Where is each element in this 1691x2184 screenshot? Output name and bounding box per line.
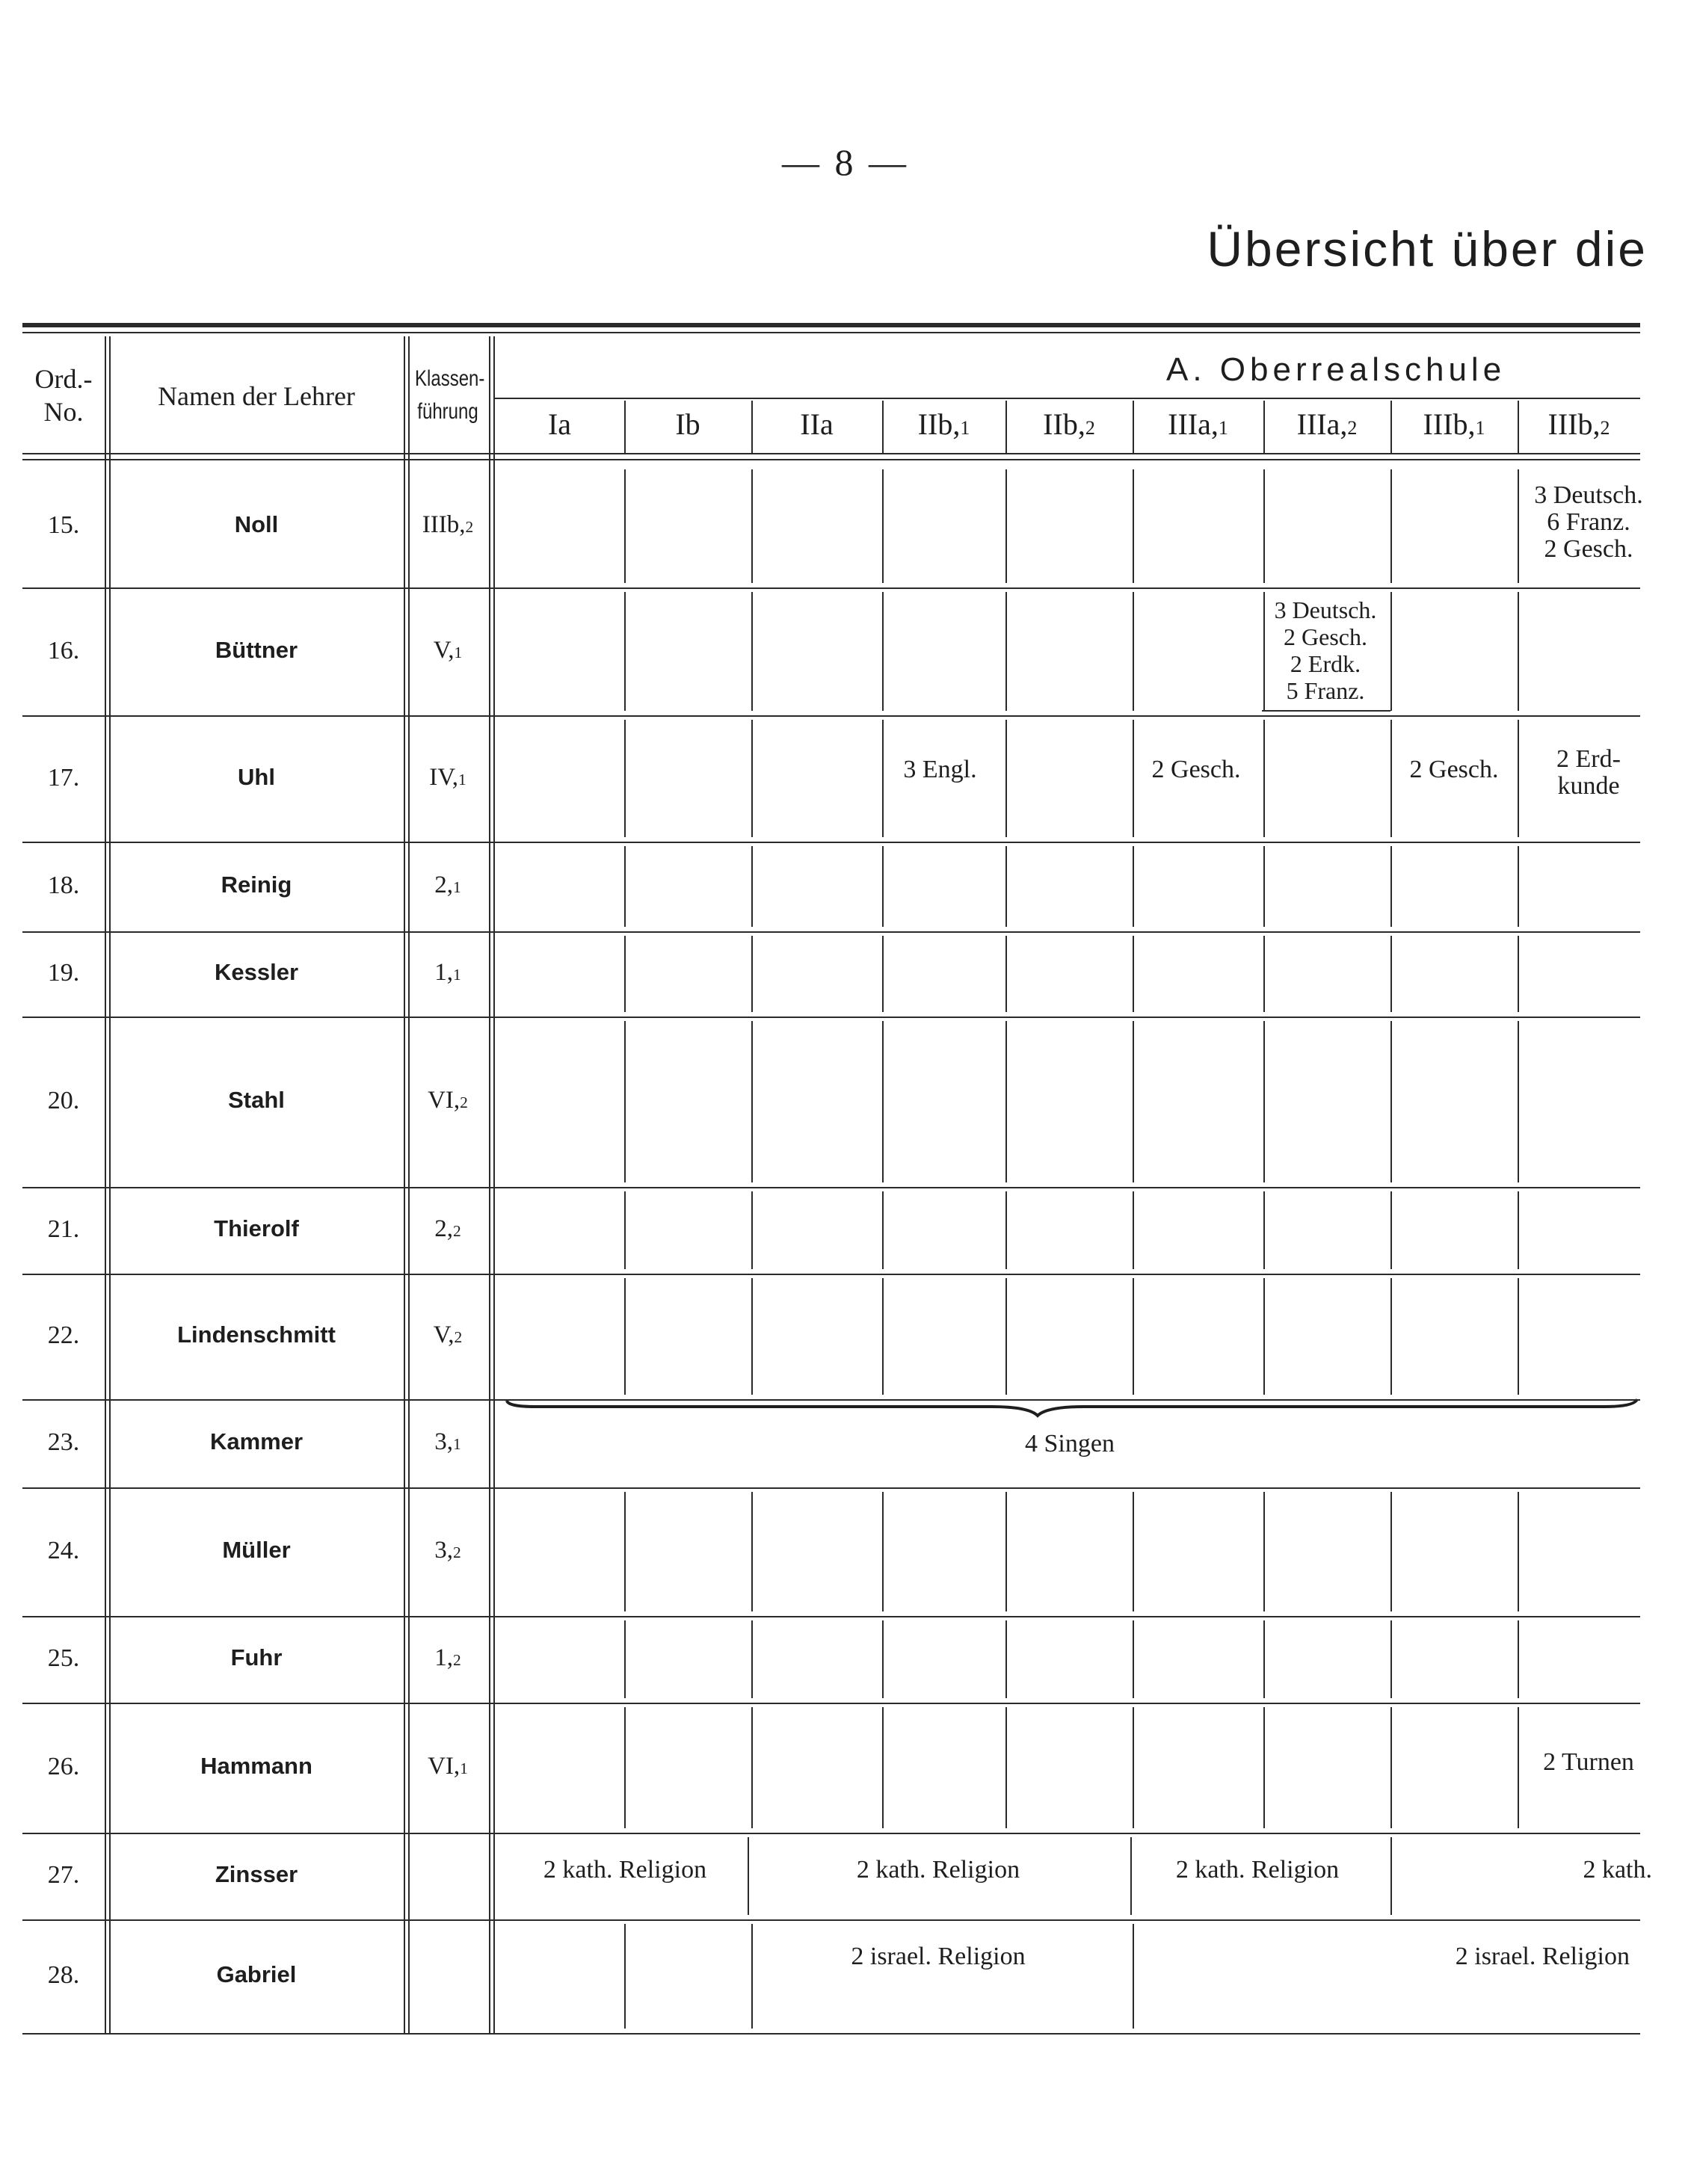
col-rule-ordno: [105, 336, 106, 2033]
class-header: [1518, 407, 1640, 443]
cell-rule: [751, 720, 753, 837]
class-col-rule-header: [751, 401, 753, 453]
class-header: [882, 407, 1005, 443]
row-separator: [22, 1187, 1640, 1188]
teacher-name: Zinsser: [215, 1861, 298, 1887]
teacher-name: Kessler: [214, 959, 299, 985]
class-header: [1390, 407, 1518, 443]
klasse-label: VI,: [428, 1087, 461, 1114]
cell-rule: [1518, 936, 1519, 1012]
cell-rule: [1518, 1620, 1519, 1698]
cell-rule: [1133, 936, 1134, 1012]
row-number: 28.: [47, 1961, 80, 1989]
cell-rule: [882, 1707, 884, 1828]
cell-rule: [1263, 1620, 1265, 1698]
cell-rule: [624, 1191, 626, 1269]
teacher-name: Gabriel: [216, 1961, 297, 1987]
class-col-rule-header: [1518, 401, 1519, 453]
cell-rule: [1133, 846, 1134, 927]
cell-gabriel-2: 2 israel. Religion: [1455, 1943, 1630, 1970]
cell-rule: [624, 720, 626, 837]
cell-zinsser-1: 2 kath. Religion: [543, 1856, 707, 1884]
klasse-label: 2,: [434, 872, 454, 898]
class-col-rule-header: [1263, 401, 1265, 453]
class-col-rule-header: [1390, 401, 1392, 453]
teacher-name: Kammer: [209, 1428, 304, 1455]
class-header-sub: 1: [1218, 417, 1228, 439]
class-header: [624, 407, 751, 441]
class-header-label: IIIa,: [1296, 407, 1348, 441]
class-col-rule-header: [1133, 401, 1134, 453]
class-header-sub: 2: [1085, 417, 1095, 439]
cell-rule: [1133, 1492, 1134, 1611]
class-header: [1005, 407, 1133, 443]
klasse-label: 3,: [434, 1428, 454, 1455]
cell-rule: [1005, 1707, 1007, 1828]
klasse-sub: 1: [458, 770, 466, 789]
cell-rule: [882, 469, 884, 583]
box-rule: [1518, 471, 1519, 583]
teacher-name: Stahl: [228, 1087, 285, 1113]
klassenfuehrung-value: [404, 511, 492, 539]
row-separator: [22, 1274, 1640, 1275]
cell-rule: [1390, 1191, 1392, 1269]
cell-rule: [1005, 1021, 1007, 1182]
col-rule-klasse: [489, 336, 490, 2033]
row-number: 19.: [47, 959, 80, 987]
cell-rule: [624, 1021, 626, 1182]
klasse-sub: 2: [453, 1651, 461, 1669]
klassenfuehrung-value: [404, 1537, 492, 1564]
cell-rule: [882, 720, 884, 837]
cell-rule: [882, 1492, 884, 1611]
cell-rule: [1005, 936, 1007, 1012]
cell-rule: [1263, 592, 1265, 711]
cell-rule: [624, 469, 626, 583]
cell-rule: [1518, 1707, 1519, 1828]
col-rule-name: [404, 336, 405, 2033]
teacher-name: Müller: [222, 1537, 291, 1563]
cell-rule: [1518, 1278, 1519, 1395]
cell-uhl-IIIb2: 2 Erd- kunde: [1556, 745, 1621, 800]
box-rule: [1262, 710, 1390, 712]
class-header-label: IIb,: [1043, 407, 1085, 441]
row-separator: [22, 842, 1640, 843]
cell-rule: [1263, 1278, 1265, 1395]
top-rule-thick: [22, 323, 1640, 327]
klassenfuehrung-value: [404, 1215, 492, 1243]
cell-rule: [1518, 720, 1519, 837]
cell-zinsser-3: 2 kath. Religion: [1175, 1856, 1340, 1884]
header-bottom-rule: [22, 453, 1640, 454]
cell-rule: [1263, 846, 1265, 927]
cell-rule: [751, 1492, 753, 1611]
cell-rule: [624, 1278, 626, 1395]
class-header-label: IIIa,: [1168, 407, 1219, 441]
cell-hammann-IIIb2: 2 Turnen: [1543, 1748, 1634, 1776]
cell-rule: [1263, 1021, 1265, 1182]
cell-rule: [751, 1021, 753, 1182]
klasse-label: IV,: [429, 763, 459, 791]
teacher-name: Noll: [234, 511, 279, 537]
class-header-label: Ia: [547, 407, 572, 441]
class-col-rule-header: [1005, 401, 1007, 453]
cell-rule: [1133, 1924, 1134, 2029]
cell-rule: [1133, 1707, 1134, 1828]
cell-rule: [751, 1620, 753, 1698]
klassenfuehrung-value: [404, 872, 492, 899]
class-header-label: IIIb,: [1423, 407, 1476, 441]
cell-rule: [748, 1837, 749, 1915]
cell-rule: [624, 1492, 626, 1611]
klassenfuehrung-value: [404, 1644, 492, 1672]
header-school-underline: [495, 398, 1640, 399]
klasse-label: 2,: [434, 1215, 454, 1242]
cell-rule: [1518, 1021, 1519, 1182]
cell-rule: [882, 846, 884, 927]
cell-rule: [624, 846, 626, 927]
class-header: [751, 407, 882, 441]
cell-rule: [1390, 592, 1392, 711]
page-number: — 8 —: [782, 141, 909, 183]
cell-rule: [751, 1707, 753, 1828]
cell-rule: [1133, 469, 1134, 583]
class-header: [1263, 407, 1390, 443]
cell-rule: [1390, 1707, 1392, 1828]
row-separator: [22, 715, 1640, 717]
cell-rule: [1005, 592, 1007, 711]
header-bottom-rule-2: [22, 459, 1640, 460]
klasse-sub: 1: [460, 1759, 468, 1777]
row-separator: [22, 1017, 1640, 1018]
row-number: 21.: [47, 1215, 80, 1243]
cell-rule: [882, 1278, 884, 1395]
klasse-label: 3,: [434, 1537, 454, 1564]
cell-uhl-IIIa1: 2 Gesch.: [1151, 756, 1241, 783]
cell-rule: [1005, 1278, 1007, 1395]
cell-uhl-IIIb1: 2 Gesch.: [1409, 756, 1499, 783]
class-header-label: Ib: [675, 407, 700, 441]
cell-uhl-IIb1: 3 Engl.: [903, 756, 977, 783]
cell-rule: [624, 1707, 626, 1828]
row-separator: [22, 1487, 1640, 1489]
cell-rule: [1133, 1191, 1134, 1269]
cell-rule: [1005, 469, 1007, 583]
header-namen: Namen der Lehrer: [158, 381, 355, 411]
class-header-sub: 2: [1347, 417, 1358, 439]
cell-buettner-IIIa2: 3 Deutsch. 2 Gesch. 2 Erdk. 5 Franz.: [1274, 596, 1377, 704]
teacher-name: Reinig: [221, 872, 292, 898]
klassenfuehrung-value: [404, 1428, 492, 1456]
row-number: 22.: [47, 1321, 80, 1349]
cell-rule: [751, 1924, 753, 2029]
row-number: 27.: [47, 1861, 80, 1889]
teacher-name: Lindenschmitt: [177, 1321, 336, 1348]
klasse-label: V,: [433, 1321, 455, 1348]
klasse-sub: 2: [453, 1222, 461, 1240]
cell-gabriel-1: 2 israel. Religion: [851, 1943, 1026, 1970]
top-rule-thin: [22, 332, 1640, 333]
cell-rule: [1518, 1492, 1519, 1611]
cell-rule: [1005, 1191, 1007, 1269]
cell-rule: [1390, 1620, 1392, 1698]
cell-rule: [882, 1191, 884, 1269]
teacher-name: Fuhr: [230, 1644, 283, 1671]
class-header-label: IIa: [800, 407, 834, 441]
cell-rule: [1263, 469, 1265, 583]
cell-rule: [1133, 1021, 1134, 1182]
cell-zinsser-2: 2 kath. Religion: [856, 1856, 1020, 1884]
cell-rule: [1390, 1021, 1392, 1182]
cell-rule: [882, 936, 884, 1012]
cell-rule: [1005, 720, 1007, 837]
cell-rule: [1263, 720, 1265, 837]
row-number: 24.: [47, 1537, 80, 1564]
cell-noll-IIIb2: 3 Deutsch. 6 Franz. 2 Gesch.: [1534, 481, 1643, 563]
klasse-sub: 2: [454, 1328, 463, 1346]
cell-rule: [1133, 1278, 1134, 1395]
cell-rule: [1390, 1492, 1392, 1611]
header-klassenfuehrung: Klassen- führung: [415, 366, 485, 424]
klasse-label: IIIb,: [422, 511, 466, 538]
klassenfuehrung-value: [404, 1321, 492, 1349]
cell-rule: [751, 469, 753, 583]
cell-rule: [882, 1021, 884, 1182]
cell-rule: [1390, 1278, 1392, 1395]
row-number: 20.: [47, 1087, 80, 1114]
cell-rule: [751, 846, 753, 927]
teacher-name: Hammann: [200, 1753, 312, 1779]
klasse-sub: 1: [453, 966, 461, 984]
class-header: [495, 407, 624, 441]
class-col-rule-header: [882, 401, 884, 453]
cell-rule: [1263, 1492, 1265, 1611]
class-header-sub: 1: [1475, 417, 1485, 439]
row-separator: [22, 1399, 1640, 1401]
cell-rule: [1005, 846, 1007, 927]
class-header: [1133, 407, 1263, 443]
klasse-sub: 2: [460, 1093, 468, 1111]
cell-rule: [624, 1924, 626, 2029]
col-rule-klasse-2: [493, 336, 495, 2033]
cell-rule: [1005, 1492, 1007, 1611]
row-number: 16.: [47, 636, 80, 664]
cell-rule: [882, 1620, 884, 1698]
row-number: 25.: [47, 1644, 80, 1672]
cell-rule: [624, 1620, 626, 1698]
row-number: 17.: [47, 763, 80, 792]
col-rule-name-2: [408, 336, 410, 2033]
klasse-label: 1,: [434, 959, 454, 986]
cell-rule: [1133, 720, 1134, 837]
row-number: 15.: [47, 511, 80, 539]
cell-rule: [1005, 1620, 1007, 1698]
singen-brace: [505, 1396, 1640, 1426]
cell-zinsser-4: 2 kath.: [1583, 1856, 1652, 1884]
row-separator: [22, 2033, 1640, 2035]
klasse-sub: 1: [453, 878, 461, 896]
cell-rule: [1133, 592, 1134, 711]
row-separator: [22, 1833, 1640, 1834]
col-rule-ordno-2: [109, 336, 111, 2033]
header-ord-no: Ord.- No.: [34, 364, 93, 427]
class-header-sub: 2: [1600, 417, 1610, 439]
class-header-label: IIb,: [917, 407, 961, 441]
page-title: Übersicht über die: [1207, 221, 1648, 277]
cell-rule: [1518, 846, 1519, 927]
cell-rule: [1390, 469, 1392, 583]
row-number: 18.: [47, 872, 80, 899]
cell-rule: [624, 592, 626, 711]
cell-rule: [1263, 1191, 1265, 1269]
cell-rule: [1133, 1620, 1134, 1698]
klasse-sub: 1: [453, 1435, 461, 1453]
klasse-label: VI,: [428, 1753, 461, 1780]
cell-rule: [1390, 936, 1392, 1012]
klasse-sub: 2: [453, 1543, 461, 1561]
row-number: 26.: [47, 1753, 80, 1780]
klassenfuehrung-value: [404, 764, 492, 792]
cell-rule: [1518, 1191, 1519, 1269]
row-separator: [22, 587, 1640, 589]
cell-rule: [1518, 592, 1519, 711]
row-separator: [22, 1919, 1640, 1921]
header-school-title: A. Oberrealschule: [1166, 351, 1506, 388]
teacher-name: Büttner: [215, 636, 298, 663]
cell-rule: [1130, 1837, 1132, 1915]
cell-rule: [624, 936, 626, 1012]
klasse-label: V,: [433, 636, 455, 664]
class-col-rule-header: [624, 401, 626, 453]
klasse-sub: 1: [454, 643, 463, 661]
cell-rule: [1390, 720, 1392, 837]
klassenfuehrung-value: [404, 1087, 492, 1114]
teacher-name: Uhl: [238, 763, 275, 790]
klassenfuehrung-value: [404, 637, 492, 664]
class-header-label: IIIb,: [1547, 407, 1601, 441]
cell-rule: [1263, 936, 1265, 1012]
row-separator: [22, 1703, 1640, 1704]
cell-rule: [1263, 1707, 1265, 1828]
row-separator: [22, 1616, 1640, 1617]
klasse-label: 1,: [434, 1644, 454, 1671]
cell-rule: [1390, 1837, 1392, 1915]
teacher-name: Thierolf: [214, 1215, 299, 1241]
cell-rule: [751, 936, 753, 1012]
cell-rule: [751, 592, 753, 711]
klasse-sub: 2: [465, 518, 474, 536]
cell-kammer-singen: 4 Singen: [1025, 1430, 1115, 1457]
row-separator: [22, 931, 1640, 933]
klassenfuehrung-value: [404, 1753, 492, 1780]
cell-rule: [751, 1191, 753, 1269]
row-number: 23.: [47, 1428, 80, 1456]
klassenfuehrung-value: [404, 959, 492, 987]
cell-rule: [882, 592, 884, 711]
cell-rule: [1390, 846, 1392, 927]
cell-rule: [751, 1278, 753, 1395]
class-header-sub: 1: [960, 417, 970, 439]
